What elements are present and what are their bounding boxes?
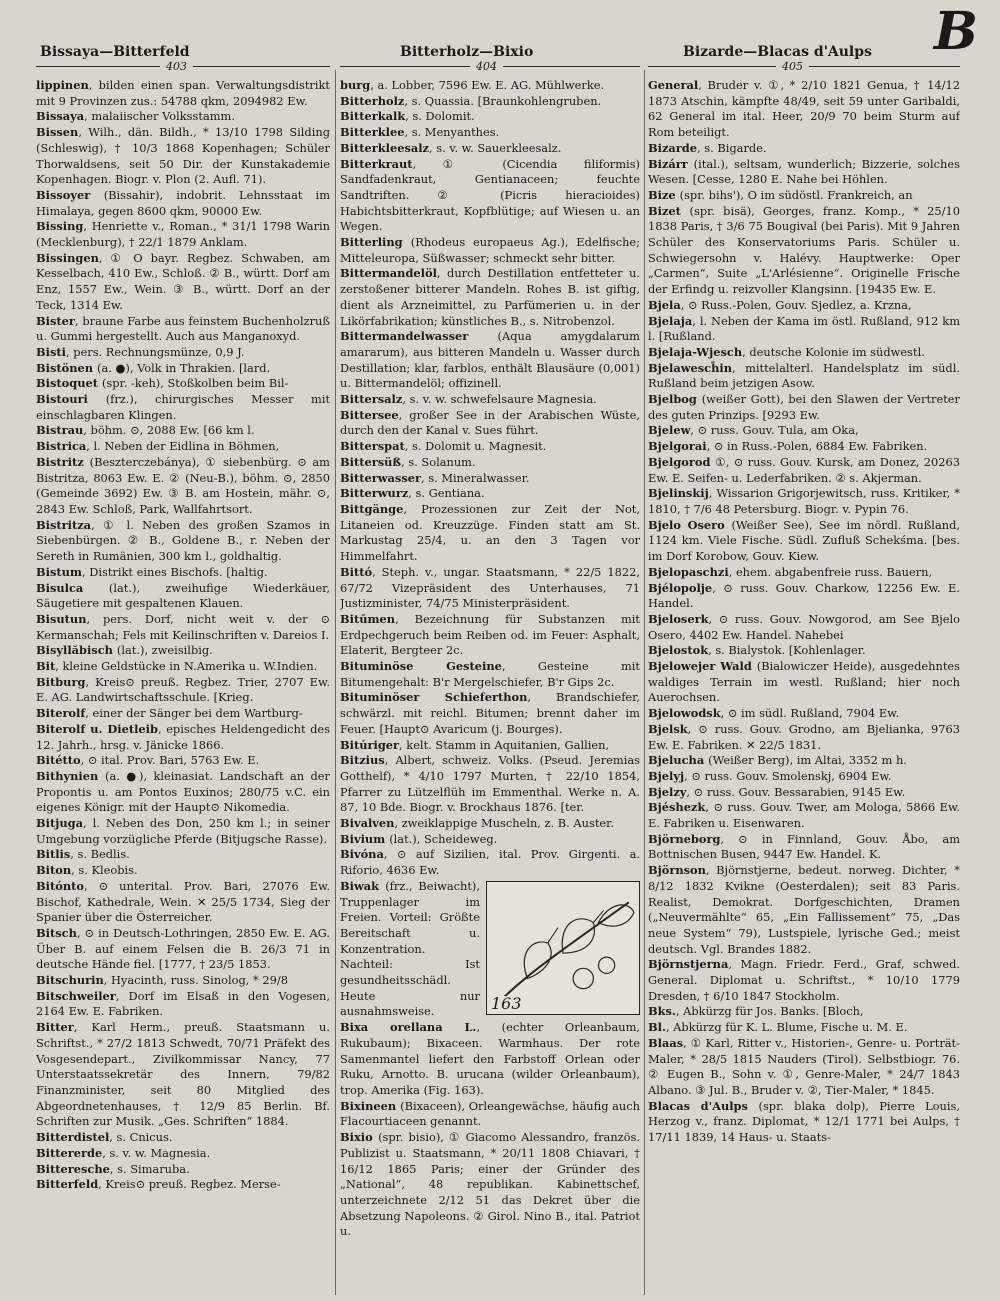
dictionary-entry: Bizet (spr. bisä), Georges, franz. Komp., * 25/10 1838 Paris, † 3/6 75 Bougival (bei Paris). Mit 9 Jahren Schüler des Konservatoriums Paris. Schüler u. Schwiegersohn v. Halévy. Hauptwerke: Oper „Carmen“, Suite „L'Arlésienne“. Originelle Frische der Erfindg u. reizvoller Klangsinn. [19435 Ew. E. xyxy=(648,203,960,297)
dictionary-entry: Bitlis, s. Bedlis. xyxy=(36,847,130,862)
dictionary-entry: Bjela, ⊙ Russ.-Polen, Gouv. Sjedlez, a. Krzna, xyxy=(648,297,912,312)
dictionary-entry: General, Bruder v. ①, * 2/10 1821 Genua, † 14/12 1873 Atschin, kämpfte 48/49, seit 59 unter Garibaldi, 62 General im ital. Heer, 20/9 70 beim Sturm auf Rom beteiligt. xyxy=(648,78,960,140)
dictionary-entry: Bitétto, ⊙ ital. Prov. Bari, 5763 Ew. E. xyxy=(36,753,260,768)
dictionary-entry: Bitterdistel, s. Cnicus. xyxy=(36,1130,173,1145)
dictionary-entry: Bitterkalk, s. Dolomit. xyxy=(340,109,475,124)
dictionary-entry: Bitschweiler, Dorf im Elsaß in den Vogesen, 2164 Ew. E. Fabriken. xyxy=(36,988,330,1019)
dictionary-entry: Bithynien (a. ●), kleinasiat. Landschaft an der Propontis u. am Pontos Euxinos; 280/75 v.C. ein eigenes Königr. mit der Haupt⊙ Nikomedia. xyxy=(36,768,330,815)
dictionary-entry: Björnson, Björnstjerne, bedeut. norweg. Dichter, * 8/12 1832 Kvikne (Oesterdalen); seit 83 Paris. Realist, Demokrat. Dorfgeschichten, Dramen („Neuvermählte“ 65, „Ein Fallissement“ 75, „Das neue System“ 79), Lustspiele, lyrische Ged.; meist deutsch. Vgl. Brandes 1882. xyxy=(648,863,960,956)
header-right: Bizarde—Blacas d'Aulps xyxy=(683,44,872,60)
dictionary-entry: Bjelyj, ⊙ russ. Gouv. Smolenskj, 6904 Ew. xyxy=(648,768,892,783)
dictionary-entry: Bistritza, ① l. Neben des großen Szamos in Siebenbürgen. ② B., Goldene B., r. Neben der Sereth in Rumänien, 300 km l., goldhaltig. xyxy=(36,517,330,564)
dictionary-entry: Bisti, pers. Rechnungsmünze, 0,9 J. xyxy=(36,344,245,359)
dictionary-entry: Bitterklee, s. Menyanthes. xyxy=(340,125,500,140)
dictionary-entry: Bjelgorod ①, ⊙ russ. Gouv. Kursk, am Donez, 20263 Ew. E. Seifen- u. Lederfabriken. ② s. Akjerman. xyxy=(648,454,960,485)
dictionary-entry: Bjelucha (Weißer Berg), im Altai, 3352 m h. xyxy=(648,753,907,768)
dictionary-entry: Biwak (frz., Beiwacht), Truppenlager im Freien. Vorteil: Größte Bereitschaft u. Konzentration. Nachteil: Ist gesundheitsschädl. Heute nur ausnahmsweise. xyxy=(340,878,480,1019)
column-divider xyxy=(644,70,645,1295)
dictionary-entry: Bjelinskij, Wissarion Grigorjewitsch, russ. Kritiker, * 1810, † 7/6 48 Petersburg. Biogr. v. Pypin 76. xyxy=(648,486,960,516)
figure-number: 163 xyxy=(491,994,522,1014)
dictionary-entry: Bjéshezk, ⊙ russ. Gouv. Twer, am Mologa, 5866 Ew. E. Fabriken u. Eisenwaren. xyxy=(648,800,960,831)
dictionary-entry: Bisutun, pers. Dorf, nicht weit v. der ⊙ Kermanschah; Fels mit Keilinschriften v. Dareios I. xyxy=(36,611,330,642)
dictionary-entry: Bjelopaschzi, ehem. abgabenfreie russ. Bauern, xyxy=(648,564,933,579)
dictionary-entry: Bittersee, großer See in der Arabischen Wüste, durch den der Kanal v. Sues führt. xyxy=(340,407,640,438)
dictionary-entry: Bitterwasser, s. Mineralwasser. xyxy=(340,470,530,485)
dictionary-entry: Bittersüß, s. Solanum. xyxy=(340,454,476,469)
dictionary-entry: Blacas d'Aulps (spr. blaka dolp), Pierre Louis, Herzog v., franz. Diplomat, * 12/1 1771 bei Aulps, † 17/11 1839, 14 Haus- u. Staats- xyxy=(648,1098,960,1145)
dictionary-entry: Bjeloserk, ⊙ russ. Gouv. Nowgorod, am See Bjelo Osero, 4402 Ew. Handel. Nahebei xyxy=(648,611,960,642)
dictionary-entry: Bjelaja-Wjesch, deutsche Kolonie im südwestl. xyxy=(648,344,925,359)
dictionary-entry: Biton, s. Kleobis. xyxy=(36,863,138,878)
page-number-center: 404 xyxy=(470,60,503,73)
column-center xyxy=(340,78,640,1296)
dictionary-entry: Bitteresche, s. Simaruba. xyxy=(36,1161,190,1176)
dictionary-entry: Bixio (spr. bisio), ① Giacomo Alessandro, französ. Publizist u. Staatsmann, * 20/11 1808 Chiavari, † 16/12 1865 Paris; einer der Gründer des „National“, 48 republikan. Kabinettschef, unterzeichnete 2/12 51 das Dekret über die Absetzung Napoleons. ② Girol. Nino B., ital. Patriot u. xyxy=(340,1130,640,1239)
dictionary-entry: Björnstjerna, Magn. Friedr. Ferd., Graf, schwed. General. Diplomat u. Schriftst., * 10/10 1779 Dresden, † 6/10 1847 Stockholm. xyxy=(648,957,960,1003)
dictionary-entry: Bitterkleesalz, s. v. w. Sauerkleesalz. xyxy=(340,140,562,155)
dictionary-entry: Bivalven, zweiklappige Muscheln, z. B. Auster. xyxy=(340,816,614,831)
column-right xyxy=(648,78,960,1296)
dictionary-entry: Bitterspat, s. Dolomit u. Magnesit. xyxy=(340,439,547,454)
thumb-index-letter: B xyxy=(934,1,978,62)
dictionary-entry: Bjelew, ⊙ russ. Gouv. Tula, am Oka, xyxy=(648,423,859,438)
figure-bixa-orellana xyxy=(486,881,640,1015)
dictionary-entry: Bjelbog (weißer Gott), bei den Slawen der Vertreter des guten Prinzips. [9293 Ew. xyxy=(648,392,960,422)
dictionary-entry: Bissoyer (Bissahir), indobrit. Lehnsstaat im Himalaya, gegen 8600 qkm, 90000 Ew. xyxy=(36,187,330,218)
dictionary-entry: Bittererde, s. v. w. Magnesia. xyxy=(36,1145,211,1160)
dictionary-entry: Bisulca (lat.), zweihufige Wiederkäuer, Säugetiere mit gespaltenen Klauen. xyxy=(36,580,330,611)
dictionary-entry: Bitsch, ⊙ in Deutsch-Lothringen, 2850 Ew. E. AG. Über B. auf einem Felsen die B. 26/3 71 in deutsche Hände fiel. [1777, † 23/5 1853. xyxy=(36,925,330,972)
dictionary-entry: Bjelawesch̄in, mittelalterl. Handelsplatz im südl. Rußland beim jetzigen Asow. xyxy=(648,360,960,391)
dictionary-entry: Bitzius, Albert, schweiz. Volks. (Pseud. Jeremias Gotthelf), * 4/10 1797 Murten, † 22/10 1854, Pfarrer zu Lützelflüh im Emmenthal. Werke n. A. 87, 10 Bde. Biogr. v. Brockhaus 1876. [ter. xyxy=(340,753,640,815)
dictionary-entry: Bizárr (ital.), seltsam, wunderlich; Bizzerie, solches Wesen. [Cesse, 1280 E. Nahe bei Höhlen. xyxy=(648,156,960,187)
dictionary-entry: Bissaya, malaiischer Volksstamm. xyxy=(36,109,235,124)
column-left xyxy=(36,78,330,1296)
dictionary-entry: Bizarde, s. Bigarde. xyxy=(648,140,767,155)
dictionary-entry: Bittgänge, Prozessionen zur Zeit der Not, Litaneien od. Kreuzzüge. Finden statt am St. Markustag 25/4, u. an den 3 Tagen vor Himmelfahrt. xyxy=(340,501,640,564)
dictionary-entry: Blaas, ① Karl, Ritter v., Historien-, Genre- u. Porträt-Maler, * 28/5 1815 Nauders (Tirol). Selbstbiogr. 76. ② Eugen B., Sohn v. ①, Genre-Maler, * 24/7 1843 Albano. ③ Jul. B., Bruder v. ②, Tier-Maler, * 1845. xyxy=(648,1035,960,1097)
dictionary-entry: Bjelowejer Wald (Bialowiczer Heide), ausgedehntes waldiges Terrain im westl. Rußland; hier noch Auerochsen. xyxy=(648,659,960,705)
dictionary-entry: Bivium (lat.), Scheideweg. xyxy=(340,831,498,846)
dictionary-entry: Björneborg, ⊙ in Finnland, Gouv. Åbo, am Bottnischen Busen, 9447 Ew. Handel. K. xyxy=(648,831,960,862)
page-number-left: 403 xyxy=(160,60,193,73)
dictionary-entry: Bittermandelöl, durch Destillation entfetteter u. zerstoßener bitterer Mandeln. Rohes B. ist giftig, dient als Arzneimittel, zu Parfümerien u. in der Likörfabrikation; künstliches B., s. Nitrobenzol. xyxy=(340,266,640,328)
dictionary-entry: Bixa orellana L., (echter Orleanbaum, Rukubaum); Bixaceen. Warmhaus. Der rote Samenmantel liefert den Farbstoff Orlean oder Ruku, Arnotto. B. urucana (wilder Orleanbaum), trop. Amerika (Fig. 163). xyxy=(340,1020,640,1097)
dictionary-entry: Bit, kleine Geldstücke in N.Amerika u. W.Indien. xyxy=(36,659,318,674)
dictionary-entry: Bitterholz, s. Quassia. [Braunkohlengruben. xyxy=(340,93,602,108)
dictionary-entry: Bivóna, ⊙ auf Sizilien, ital. Prov. Girgenti. a. Riforio, 4636 Ew. xyxy=(340,847,640,878)
dictionary-entry: Biterolf, einer der Sänger bei dem Wartburg- xyxy=(36,706,303,721)
page-number-right: 405 xyxy=(776,60,809,73)
dictionary-entry: Bistum, Distrikt eines Bischofs. [haltig. xyxy=(36,564,268,579)
dictionary-entry: Bissen, Wilh., dän. Bildh., * 13/10 1798 Silding (Schleswig), † 10/3 1868 Kopenhagen; Schüler Thorwaldsens, seit 50 Dir. der Kunstakademie Kopenhagen. Biogr. v. Plon (2. Aufl. 71). xyxy=(36,125,330,187)
dictionary-entry: Bitter, Karl Herm., preuß. Staatsmann u. Schriftst., * 27/2 1813 Schwedt, 70/71 Präfekt des Vosgesendepart., Zivilkommissar Nancy, 77 Unterstaatssekretär des Innern, 79/82 Finanzminister, seit 80 Mitglied des Abgeordnetenhauses, † 12/9 85 Berlin. Bf. Schriften zur Musik. „Ges. Schriften“ 1884. xyxy=(36,1020,330,1129)
dictionary-entry: Bitterwurz, s. Gentiana. xyxy=(340,486,485,501)
dictionary-entry: Bissingen, ① O bayr. Regbez. Schwaben, am Kesselbach, 410 Ew., Schloß. ② B., württ. Dorf am Enz, 1557 Ew., Wein. ③ B., württ. Dorf an der Teck, 1314 Ew. xyxy=(36,250,330,312)
dictionary-entry: Bjélopolje, ⊙ russ. Gouv. Charkow, 12256 Ew. E. Handel. xyxy=(648,580,960,611)
dictionary-entry: Bjelostok, s. Bialystok. [Kohlenlager. xyxy=(648,643,866,658)
dictionary-entry: Bissing, Henriette v., Roman., * 31/1 1798 Warin (Mecklenburg), † 22/1 1879 Anklam. xyxy=(36,219,330,250)
dictionary-entry: Bittersalz, s. v. w. schwefelsaure Magnesia. xyxy=(340,392,597,407)
dictionary-entry: Bjelzy, ⊙ russ. Gouv. Bessarabien, 9145 Ew. xyxy=(648,784,906,799)
dictionary-entry: Biterolf u. Dietleib, episches Heldengedicht des 12. Jahrh., hrsg. v. Jänicke 1866. xyxy=(36,721,330,752)
dictionary-entry: Bistönen (a. ●), Volk in Thrakien. [lard. xyxy=(36,360,271,375)
dictionary-entry: Bittó, Steph. v., ungar. Staatsmann, * 22/5 1822, 67/72 Vizepräsident des Unterhauses, 71 Justizminister, 74/75 Ministerpräsident. xyxy=(340,564,640,611)
dictionary-entry: Bistritz (Beszterczebánya), ① siebenbürg. ⊙ am Bistritza, 8063 Ew. E. ② (Neu-B.), böhm. ⊙, 2850 (Gemeinde 3692) Ew. ③ B. am Hostein, mähr. ⊙, 2843 Ew. Schloß, Park, Wallfahrtsort. xyxy=(36,454,330,516)
dictionary-entry: Bl., Abkürzg für K. L. Blume, Fische u. M. E. xyxy=(648,1020,908,1035)
dictionary-entry: burg, a. Lobber, 7596 Ew. E. AG. Mühlwerke. xyxy=(340,78,605,92)
dictionary-entry: Bisyllăbisch (lat.), zweisilbig. xyxy=(36,643,213,658)
dictionary-entry: Bjelo Osero (Weißer See), See im nördl. Rußland, 1124 km. Viele Fische. Südl. Zufluß Schekśma. [bes. im Dorf Korobow, Gouv. Kiew. xyxy=(648,517,960,564)
dictionary-entry: Bitónto, ⊙ unterital. Prov. Bari, 27076 Ew. Bischof, Kathedrale, Wein. ✕ 25/5 1734, Sieg der Spanier über die Österreicher. xyxy=(36,878,330,925)
dictionary-entry: Bize (spr. bihs'), O im südöstl. Frankreich, an xyxy=(648,187,913,202)
dictionary-entry: Bister, braune Farbe aus feinstem Buchenholzruß u. Gummi hergestellt. Auch aus Manganoxyd. xyxy=(36,313,330,344)
dictionary-entry: Bitterkraut, ① (Cicendia filiformis) Sandfadenkraut, Gentianaceen; feuchte Sandtriften. ② (Picris hieracioides) Habichtsbitterkraut, Kopfblütige; auf Wiesen u. an Wegen. xyxy=(340,156,640,234)
dictionary-entry: Bjelsk, ⊙ russ. Gouv. Grodno, am Bjelianka, 9763 Ew. E. Fabriken. ✕ 22/5 1831. xyxy=(648,721,960,752)
dictionary-entry: lippinen, bilden einen span. Verwaltungsdistrikt mit 9 Provinzen zus.: 54788 qkm, 2094982 Ew. xyxy=(36,78,330,108)
header-center: Bitterholz—Bixio xyxy=(400,44,534,60)
header-left: Bissaya—Bitterfeld xyxy=(40,44,190,60)
dictionary-entry: Bitūmen, Bezeichnung für Substanzen mit Erdpechgeruch beim Reiben od. im Feuer: Asphalt, Elaterit, Bergteer 2c. xyxy=(340,611,640,658)
dictionary-entry: Bjelaja, l. Neben der Kama im östl. Rußland, 912 km l. [Rußland. xyxy=(648,313,960,344)
dictionary-entry: Bituminöse Gesteine, Gesteine mit Bitumengehalt: B'r Mergelschiefer, B'r Gips 2c. xyxy=(340,659,640,689)
dictionary-entry: Bixineen (Bixaceen), Orleangewächse, häufig auch Flacourtiaceen genannt. xyxy=(340,1098,640,1129)
dictionary-entry: Bitburg, Kreis⊙ preuß. Regbez. Trier, 2707 Ew. E. AG. Landwirtschaftsschule. [Krieg. xyxy=(36,674,330,705)
dictionary-entry: Bitjuga, l. Neben des Don, 250 km l.; in seiner Umgebung vorzügliche Pferde (Bitjugsche Rasse). xyxy=(36,816,330,846)
dictionary-entry: Bjelgorai, ⊙ in Russ.-Polen, 6884 Ew. Fabriken. xyxy=(648,439,928,454)
dictionary-entry: Bittermandelwasser (Aqua amygdalarum amararum), aus bitteren Mandeln u. Wasser durch Destillation; klar, farblos, enthält Blausäure (0,001) u. Bittermandelöl; offizinell. xyxy=(340,329,640,391)
dictionary-entry: Bitterling (Rhodeus europaeus Ag.), Edelfische; Mitteleuropa, Süßwasser; schmeckt sehr bitter. xyxy=(340,235,640,265)
dictionary-entry: Bitterfeld, Kreis⊙ preuß. Regbez. Merse- xyxy=(36,1177,281,1192)
column-divider xyxy=(335,70,336,1295)
dictionary-entry: Bks., Abkürzg für Jos. Banks. [Bloch, xyxy=(648,1004,864,1019)
dictionary-entry: Bistoquet (spr. -keh), Stoßkolben beim Bil- xyxy=(36,376,289,391)
dictionary-entry: Bistouri (frz.), chirurgisches Messer mit einschlagbaren Klingen. xyxy=(36,392,330,422)
dictionary-entry: Bistrica, l. Neben der Eidlina in Böhmen, xyxy=(36,439,280,454)
dictionary-entry: Bitúriger, kelt. Stamm in Aquitanien, Gallien, xyxy=(340,737,610,752)
dictionary-entry: Bitschurin, Hyacinth, russ. Sinolog, * 29/8 xyxy=(36,973,288,988)
dictionary-entry: Bituminöser Schieferthon, Brandschiefer, schwärzl. mit reichl. Bitumen; brennt daher im Feuer. [Haupt⊙ Avaricum (j. Bourges). xyxy=(340,690,640,736)
dictionary-entry: Bistrau, böhm. ⊙, 2088 Ew. [66 km l. xyxy=(36,423,255,438)
dictionary-entry: Bjelowodsk, ⊙ im südl. Rußland, 7904 Ew. xyxy=(648,706,900,721)
